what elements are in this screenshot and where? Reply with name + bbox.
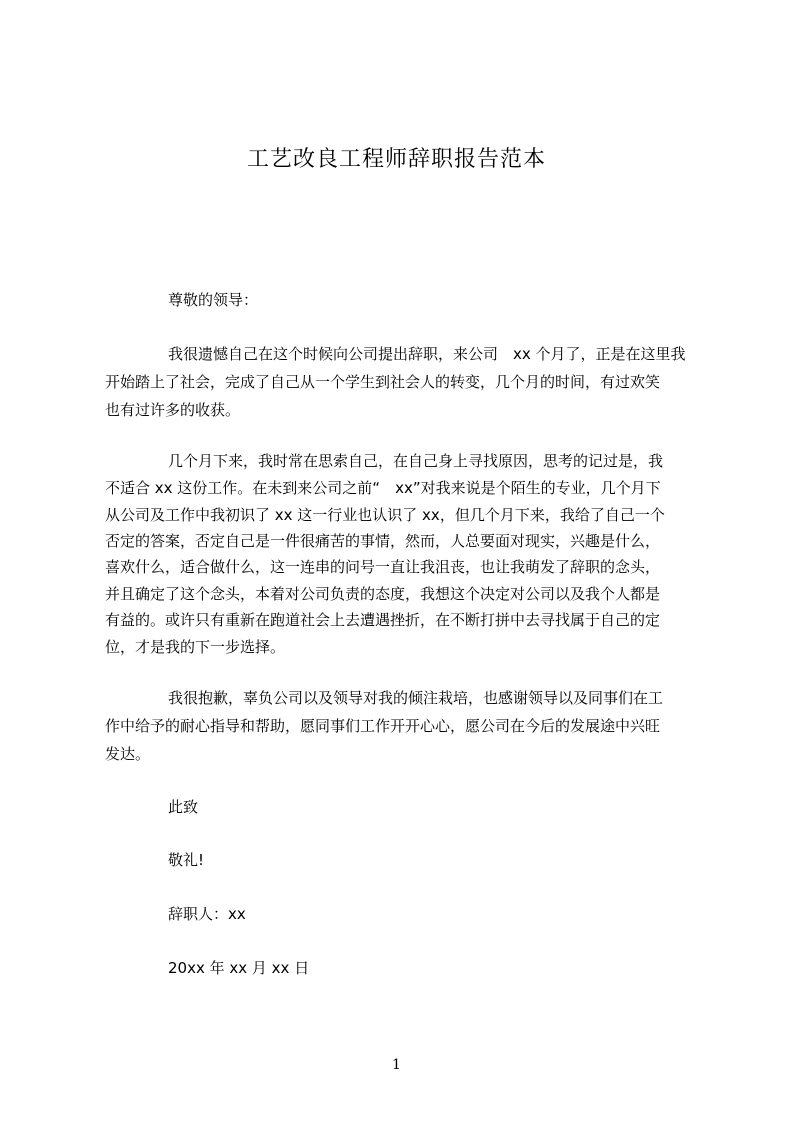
closing-greeting: 此致: [168, 798, 199, 816]
signature: 辞职人：xx: [168, 905, 246, 923]
paragraph-line: 作中给予的耐心指导和帮助，愿同事们工作开开心心，愿公司在今后的发展途中兴旺: [105, 717, 661, 735]
paragraph-line: 我很遗憾自己在这个时候向公司提出辞职，来公司 xx 个月了，正是在这里我: [168, 345, 686, 363]
paragraph-line: 不适合 xx 这份工作。在未到来公司之前“ xx”对我来说是个陌生的专业，几个月下: [105, 479, 661, 497]
paragraph-line: 否定的答案，否定自己是一件很痛苦的事情，然而，人总要面对现实，兴趣是什么，: [105, 532, 661, 550]
paragraph-line: 位，才是我的下一步选择。: [105, 638, 286, 656]
paragraph-line: 我很抱歉，辜负公司以及领导对我的倾注栽培，也感谢领导以及同事们在工: [168, 689, 664, 707]
salutation: 尊敬的领导：: [168, 291, 259, 309]
page-number: 1: [392, 1057, 401, 1073]
paragraph-line: 从公司及工作中我初识了 xx 这一行业也认识了 xx，但几个月下来，我给了自己一个: [105, 506, 665, 524]
closing-salute: 敬礼!: [168, 851, 205, 869]
paragraph-line: 有益的。或许只有重新在跑道社会上去遭遇挫折，在不断打拼中去寻找属于自己的定: [105, 611, 661, 629]
paragraph-line: 开始踏上了社会，完成了自己从一个学生到社会人的转变，几个月的时间，有过欢笑: [105, 373, 661, 391]
document-title: 工艺改良工程师辞职报告范本: [246, 147, 546, 172]
paragraph-line: 喜欢什么，适合做什么，这一连串的问号一直让我沮丧，也让我萌发了辞职的念头，: [105, 558, 661, 576]
paragraph-line: 并且确定了这个念头，本着对公司负责的态度，我想这个决定对公司以及我个人都是: [105, 585, 661, 603]
paragraph-line: 也有过许多的收获。: [105, 401, 241, 419]
date: 20xx 年 xx 月 xx 日: [168, 959, 310, 977]
paragraph-line: 几个月下来，我时常在思索自己，在自己身上寻找原因，思考的记过是，我: [168, 452, 664, 470]
paragraph-line: 发达。: [105, 745, 151, 763]
